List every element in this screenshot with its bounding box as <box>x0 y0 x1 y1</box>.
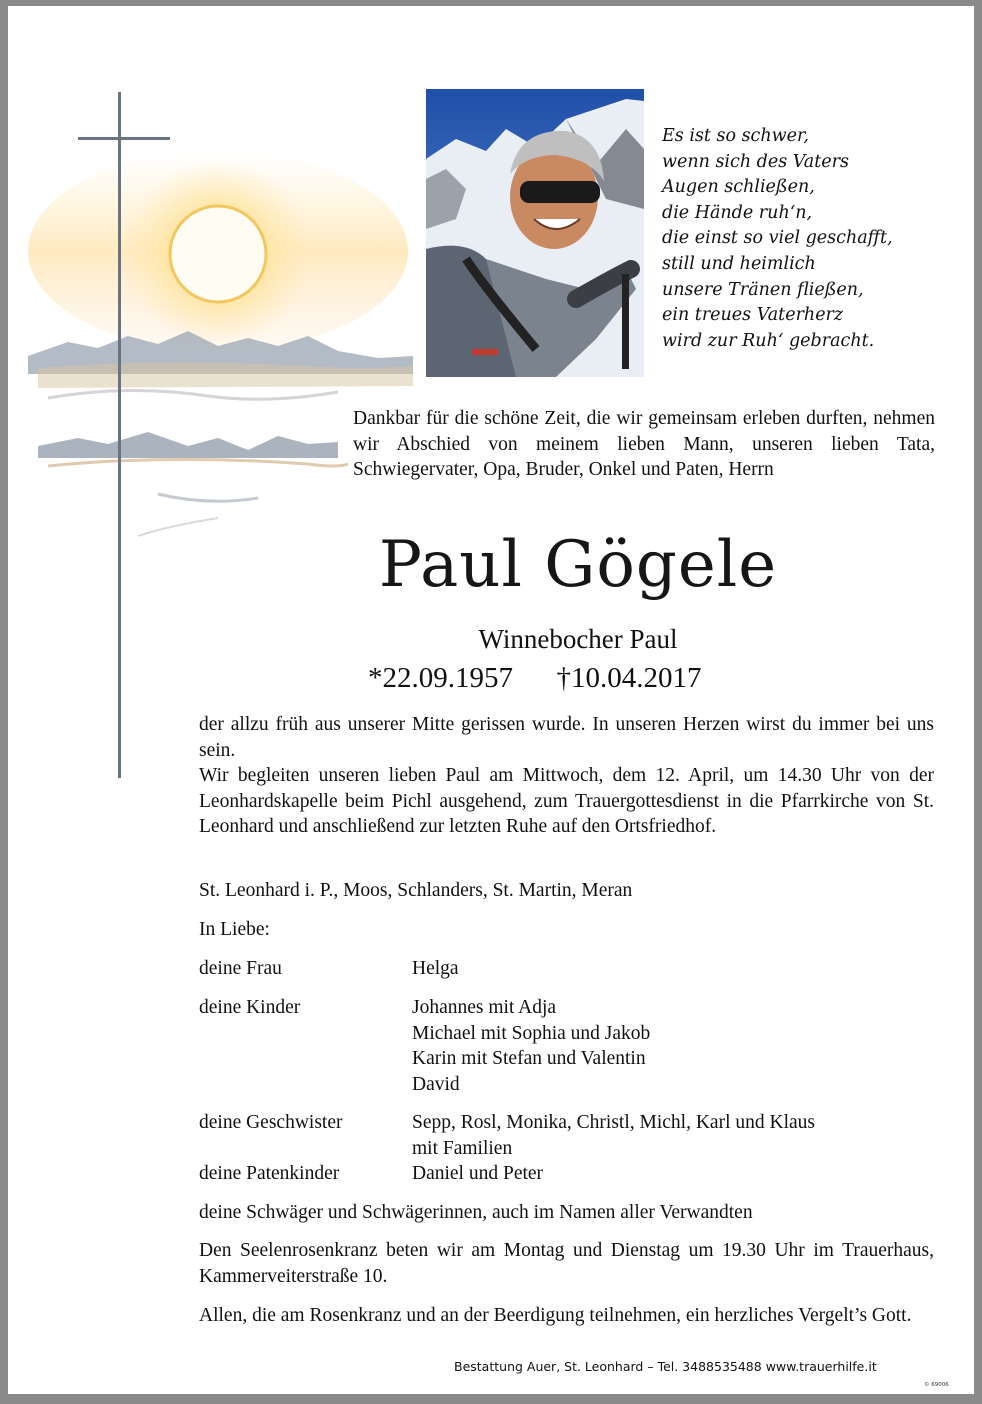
relatives-line: deine Schwäger und Schwägerinnen, auch im Namen aller Verwandten <box>199 1202 753 1223</box>
funeral-home-footer: Bestattung Auer, St. Leonhard – Tel. 3488535488 www.trauerhilfe.it <box>454 1359 877 1374</box>
obituary-page <box>8 6 974 1394</box>
family-names: Johannes mit Adja Michael mit Sophia und Jakob Karin mit Stefan und Valentin David <box>412 997 651 1095</box>
birth-date: *22.09.1957 <box>368 662 513 694</box>
family-label: deine Frau <box>199 958 282 979</box>
rosary-notice: Den Seelenrosenkranz beten wir am Montag und Dienstag um 19.30 Uhr im Trauerhaus, Kammerveiterstraße 10. <box>199 1240 934 1287</box>
family-names: Sepp, Rosl, Monika, Christl, Michl, Karl und Klaus mit Familien <box>412 1112 815 1159</box>
family-label: deine Kinder <box>199 997 301 1018</box>
family-label: deine Geschwister <box>199 1112 343 1133</box>
nickname: Winnebocher Paul <box>478 624 678 654</box>
print-code: © 69006 <box>924 1382 949 1388</box>
poem: Es ist so schwer, wenn sich des Vaters Augen schließen, die Hände ruh‘n, die einst so viel geschafft, still und heimlich unsere Tränen fließen, ein treues Vaterherz wird zur Ruh‘ gebracht. <box>662 126 893 351</box>
family-label: deine Patenkinder <box>199 1163 340 1184</box>
cross-sunset-watercolor <box>8 6 428 786</box>
family-names: Daniel und Peter <box>412 1163 544 1184</box>
announcement-text <box>199 712 934 840</box>
deceased-name: Paul Gögele <box>378 528 778 602</box>
funeral-details: Wir begleiten unseren lieben Paul am Mittwoch, dem 12. April, um 14.30 Uhr von der Leonhardskapelle beim Pichl ausgehend, zum Trauergottesdienst in die Pfarrkirche von St. Leonhard und anschließend zur letzten Ruhe auf den Ortsfriedhof. <box>199 765 934 838</box>
portrait-photo <box>426 89 644 377</box>
death-date: †10.04.2017 <box>556 662 702 694</box>
thanks-note: Allen, die am Rosenkranz und an der Beerdigung teilnehmen, ein herzliches Vergelt’s Gott. <box>199 1305 912 1326</box>
intro-text: Dankbar für die schöne Zeit, die wir gemeinsam erleben durften, nehmen wir Abschied von meinem lieben Mann, unseren lieben Tata, Schwiegervater, Opa, Bruder, Onkel und Paten, Herrn <box>353 408 935 480</box>
in-liebe-heading: In Liebe: <box>199 919 270 940</box>
family-names: Helga <box>412 958 459 979</box>
memorial-sentence: der allzu früh aus unserer Mitte gerissen wurde. In unseren Herzen wirst du immer bei uns sein. <box>199 714 934 761</box>
life-dates <box>368 662 702 695</box>
places-line: St. Leonhard i. P., Moos, Schlanders, St. Martin, Meran <box>199 880 633 901</box>
